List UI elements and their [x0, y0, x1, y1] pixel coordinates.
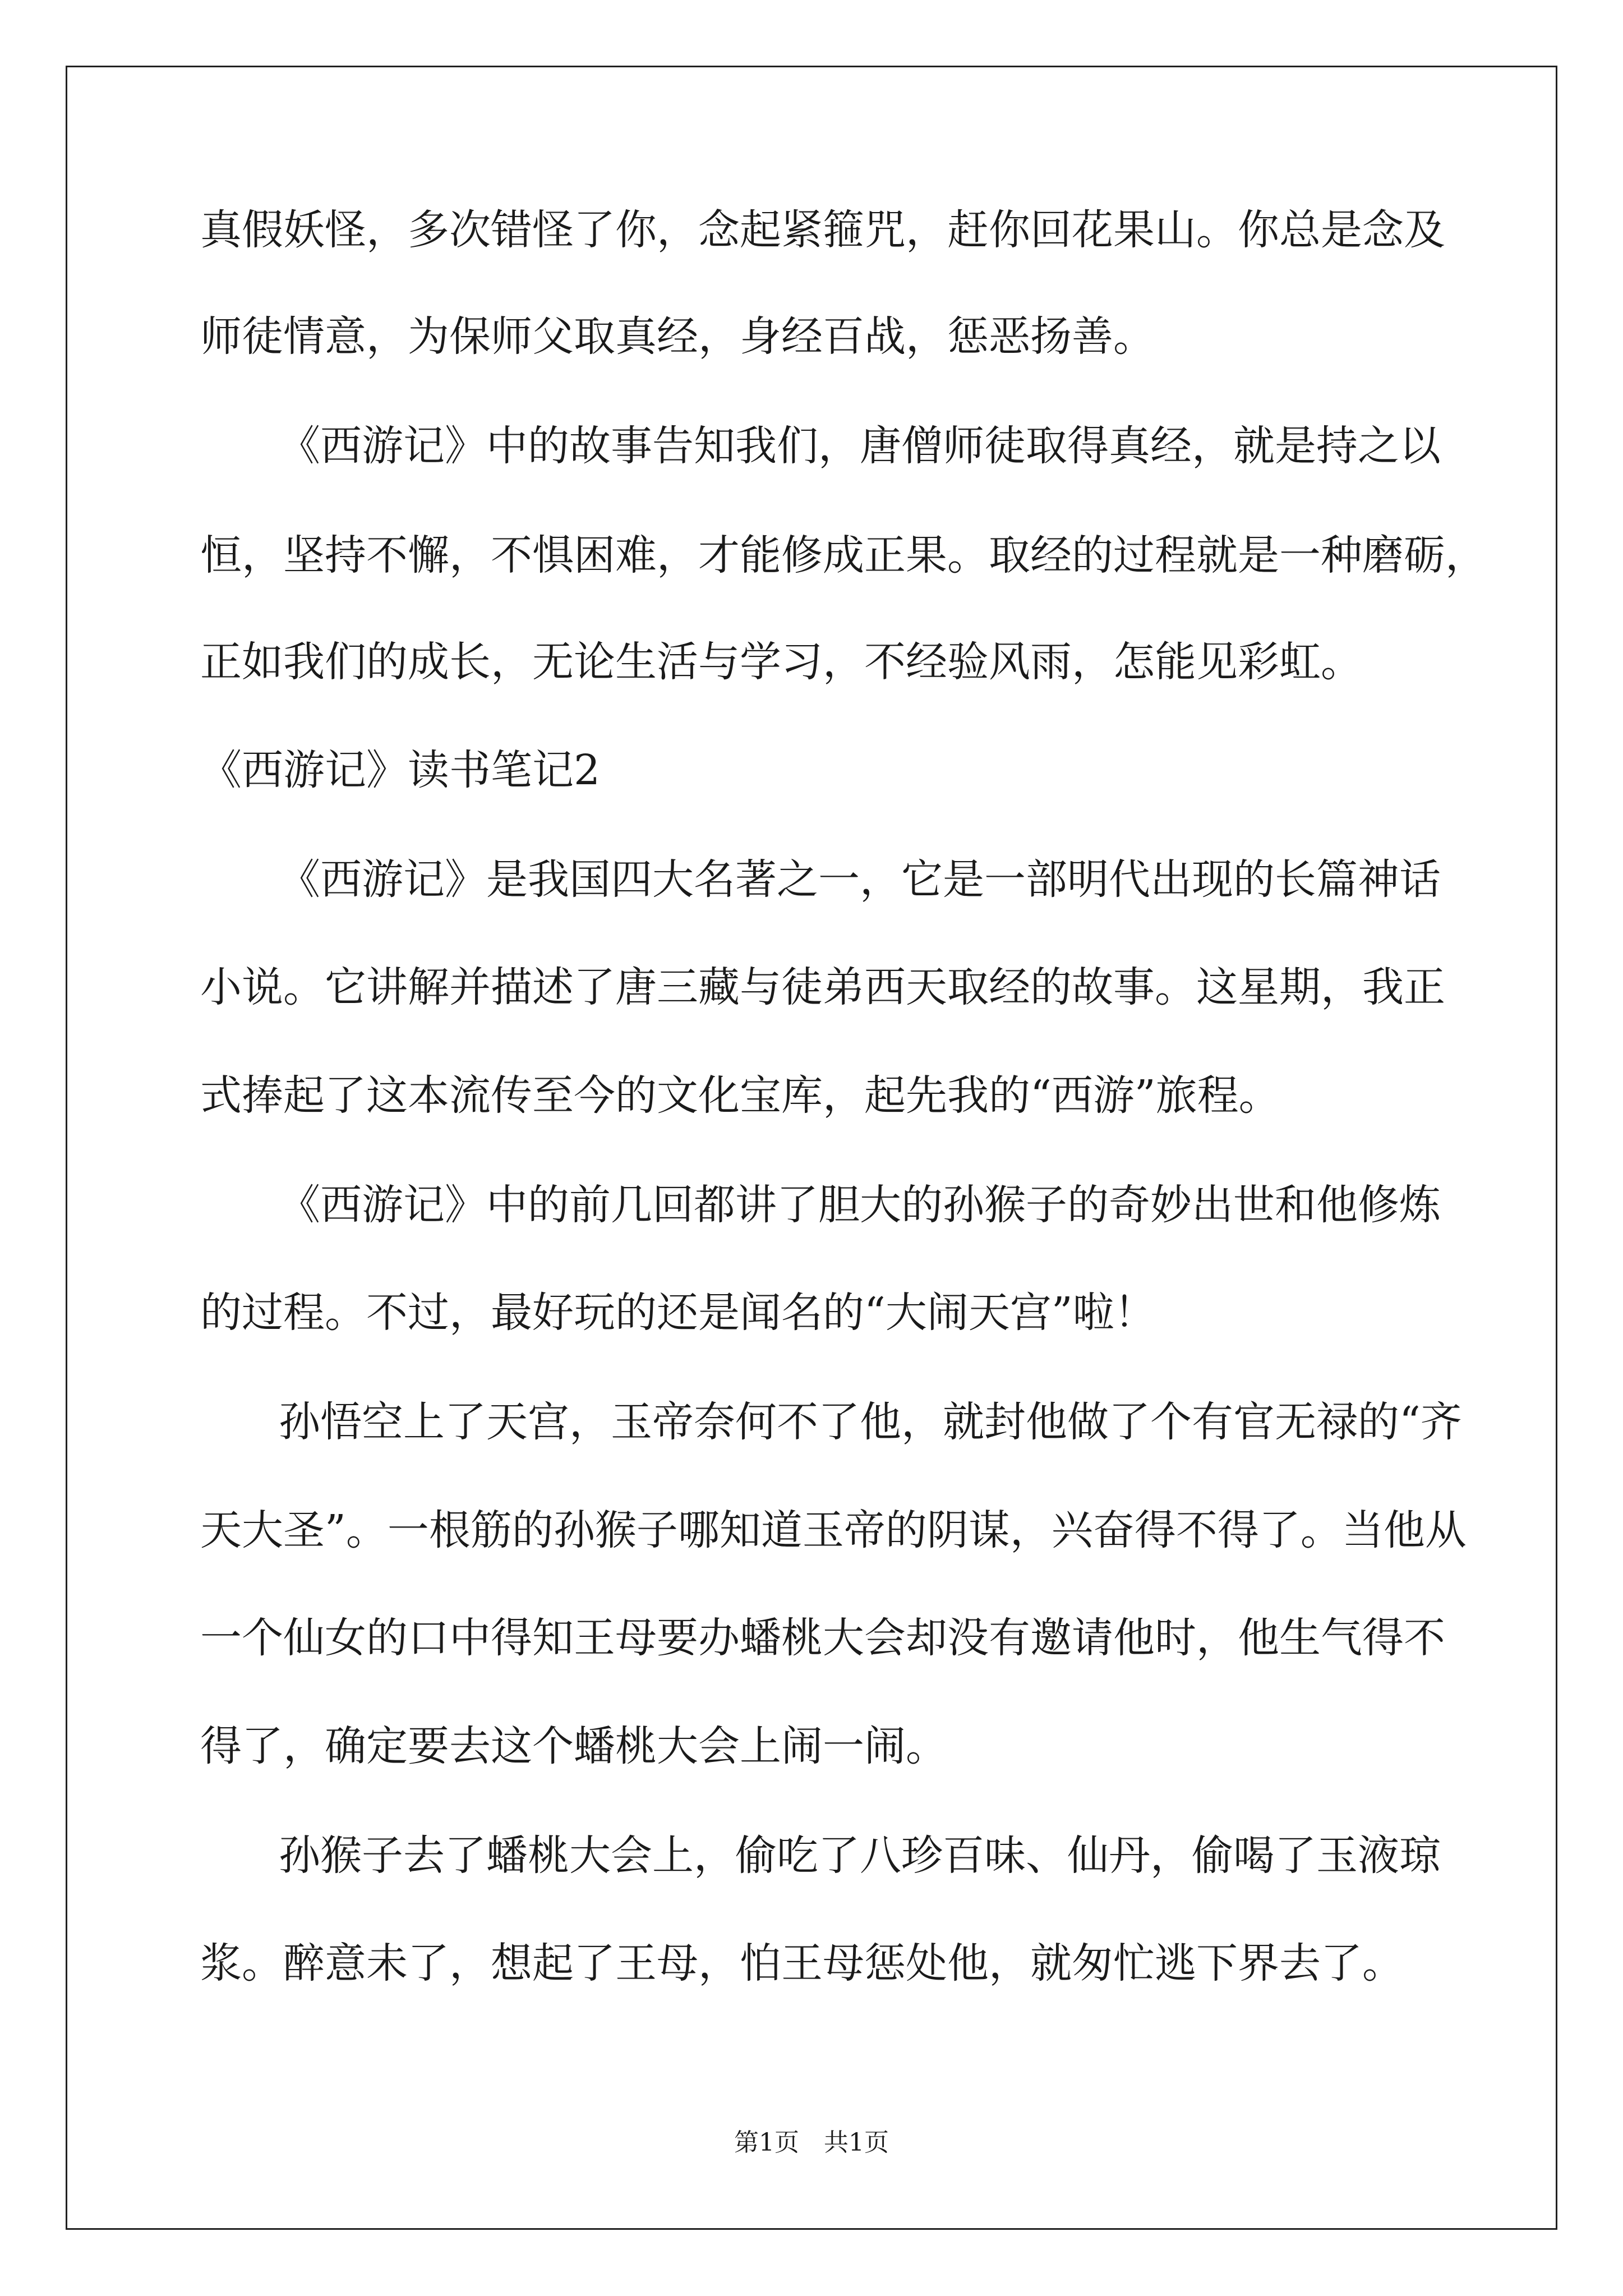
paragraph-line: 《西游记》是我国四大名著之一，它是一部明代出现的长篇神话: [279, 855, 1441, 904]
text-line: 一个仙女的口中得知王母要办蟠桃大会却没有邀请他时，他生气得不: [200, 1614, 1445, 1662]
section-heading: 《西游记》读书笔记2: [200, 746, 601, 794]
text-line: 小说。它讲解并描述了唐三藏与徒弟西天取经的故事。这星期，我正: [200, 963, 1445, 1011]
text-line: 真假妖怪，多次错怪了你，念起紧箍咒，赶你回花果山。你总是念及: [200, 206, 1445, 254]
paragraph-line: 孙悟空上了天宫，玉帝奈何不了他，就封他做了个有官无禄的“齐: [279, 1398, 1462, 1446]
text-line: 师徒情意，为保师父取真经，身经百战，惩恶扬善。: [200, 312, 1155, 361]
text-line: 恒，坚持不懈，不惧困难，才能修成正果。取经的过程就是一种磨砺，: [200, 531, 1487, 579]
page-border: [66, 66, 1557, 2230]
text-line: 正如我们的成长，无论生活与学习，不经验风雨，怎能见彩虹。: [200, 638, 1362, 686]
text-line: 得了，确定要去这个蟠桃大会上闹一闹。: [200, 1722, 947, 1770]
text-line: 天大圣”。一根筋的孙猴子哪知道玉帝的阴谋，兴奋得不得了。当他从: [200, 1506, 1467, 1554]
page-footer: 第1页 共1页: [734, 2128, 889, 2157]
text-line: 式捧起了这本流传至今的文化宝库，起先我的“西游”旅程。: [200, 1071, 1280, 1120]
paragraph-line: 孙猴子去了蟠桃大会上，偷吃了八珍百味、仙丹，偷喝了玉液琼: [279, 1832, 1441, 1880]
paragraph-line: 《西游记》中的前几回都讲了胆大的孙猴子的奇妙出世和他修炼: [279, 1181, 1441, 1229]
paragraph-line: 《西游记》中的故事告知我们，唐僧师徒取得真经，就是持之以: [279, 422, 1441, 470]
text-line: 浆。醉意未了，想起了王母，怕王母惩处他，就匆忙逃下界去了。: [200, 1939, 1404, 1987]
text-line: 的过程。不过，最好玩的还是闻名的“大闹天宫”啦！: [200, 1289, 1156, 1337]
